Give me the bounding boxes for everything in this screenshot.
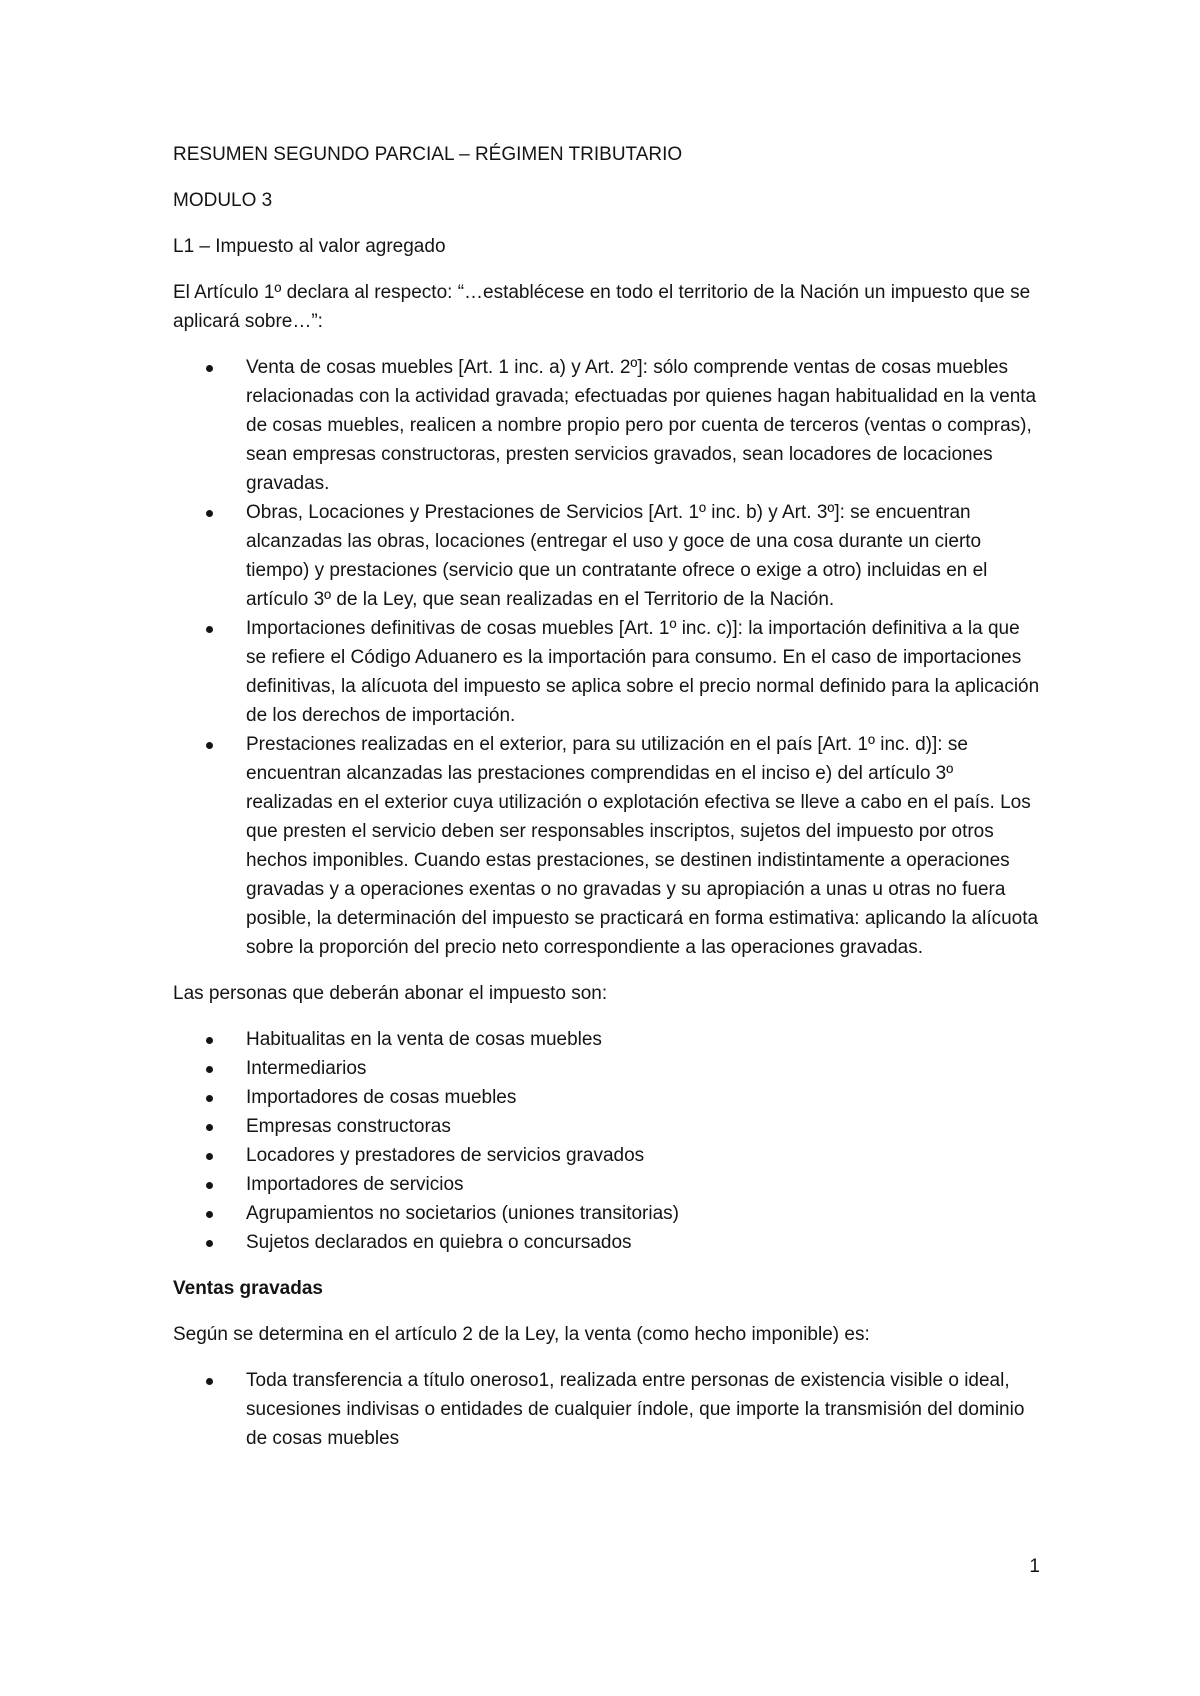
bullet-icon: [206, 626, 213, 633]
bullet-icon: [206, 1153, 213, 1160]
list-item: [173, 1054, 1043, 1083]
intro-paragraph: El Artículo 1º declara al respecto: “…establécese en todo el territorio de la Nación un impuesto que se aplicará sobre…”:: [173, 282, 1031, 332]
list-item-text: Importaciones definitivas de cosas muebles [Art. 1º inc. c)]: la importación definitiva a la que se refiere el Código Aduanero es la importación para consumo. En el caso de importaciones definitivas, la alícuota del impuesto se aplica sobre el precio normal definido para la aplicación de los derechos de importación.: [246, 618, 1040, 726]
payers-intro: Las personas que deberán abonar el impuesto son:: [173, 983, 608, 1004]
sales-list: [173, 1366, 1043, 1453]
list-item-text: Importadores de servicios: [246, 1174, 464, 1195]
bullet-icon: [206, 742, 213, 749]
list-item-text: Intermediarios: [246, 1058, 367, 1079]
list-item-text: Importadores de cosas muebles: [246, 1087, 517, 1108]
bullet-icon: [206, 1378, 213, 1385]
module-heading: MODULO 3: [173, 190, 273, 211]
payers-list: [173, 1025, 1043, 1257]
list-item-text: Obras, Locaciones y Prestaciones de Servicios [Art. 1º inc. b) y Art. 3º]: se encuentran alcanzadas las obras, locaciones (entregar el uso y goce de una cosa durante un cierto tiempo) y prestaciones (servicio que un contratante ofrece o exige a otro) incluidas en el artículo 3º de la Ley, que sean realizadas en el Territorio de la Nación.: [246, 502, 988, 610]
list-item: [173, 1112, 1043, 1141]
bullet-icon: [206, 1037, 213, 1044]
list-item: [173, 1366, 1043, 1453]
list-item: [173, 1141, 1043, 1170]
sales-intro: Según se determina en el artículo 2 de la Ley, la venta (como hecho imponible) es:: [173, 1324, 870, 1345]
list-item-text: Venta de cosas muebles [Art. 1 inc. a) y Art. 2º]: sólo comprende ventas de cosas muebles relacionadas con la actividad gravada; efectuadas por quienes hagan habitualidad en la venta de cosas muebles, realicen a nombre propio pero por cuenta de terceros (ventas o compras), sean empresas constructoras, presten servicios gravados, sean locadores de locaciones gravadas.: [246, 357, 1037, 494]
list-item-text: Locadores y prestadores de servicios gravados: [246, 1145, 645, 1166]
bullet-icon: [206, 1124, 213, 1131]
bullet-icon: [206, 1211, 213, 1218]
list-item: [173, 353, 1043, 498]
list-item-text: Toda transferencia a título oneroso1, realizada entre personas de existencia visible o ideal, sucesiones indivisas o entidades de cualquier índole, que importe la transmisión del dominio de cosas muebles: [246, 1370, 1025, 1449]
taxable-items-list: [173, 353, 1043, 962]
list-item: [173, 730, 1043, 962]
list-item: [173, 498, 1043, 614]
document-page: [173, 140, 1043, 1470]
bullet-icon: [206, 1240, 213, 1247]
list-item-text: Agrupamientos no societarios (uniones transitorias): [246, 1203, 679, 1224]
list-item: [173, 1228, 1043, 1257]
bullet-icon: [206, 1066, 213, 1073]
list-item-text: Habitualitas en la venta de cosas muebles: [246, 1029, 602, 1050]
list-item: [173, 1170, 1043, 1199]
list-item-text: Empresas constructoras: [246, 1116, 451, 1137]
document-title: RESUMEN SEGUNDO PARCIAL – RÉGIMEN TRIBUTARIO: [173, 144, 683, 165]
bullet-icon: [206, 510, 213, 517]
section-heading: Ventas gravadas: [173, 1278, 323, 1299]
list-item-text: Prestaciones realizadas en el exterior, para su utilización en el país [Art. 1º inc. d)]: se encuentran alcanzadas las prestaciones comprendidas en el inciso e) del artículo 3º realizadas en el exterior cuya utilización o explotación efectiva se lleve a cabo en el país. Los que presten el servicio deben ser responsables inscriptos, sujetos del impuesto por otros hechos imponibles. Cuando estas prestaciones, se destinen indistintamente a operaciones gravadas y a operaciones exentas o no gravadas y su apropiación a unas u otras no fuera posible, la determinación del impuesto se practicará en forma estimativa: aplicando la alícuota sobre la proporción del precio neto correspondiente a las operaciones gravadas.: [246, 734, 1039, 958]
bullet-icon: [206, 1095, 213, 1102]
page-number: 1: [1029, 1556, 1040, 1577]
bullet-icon: [206, 1182, 213, 1189]
list-item-text: Sujetos declarados en quiebra o concursados: [246, 1232, 632, 1253]
bullet-icon: [206, 365, 213, 372]
list-item: [173, 614, 1043, 730]
list-item: [173, 1025, 1043, 1054]
lesson-heading: L1 – Impuesto al valor agregado: [173, 236, 446, 257]
list-item: [173, 1199, 1043, 1228]
list-item: [173, 1083, 1043, 1112]
